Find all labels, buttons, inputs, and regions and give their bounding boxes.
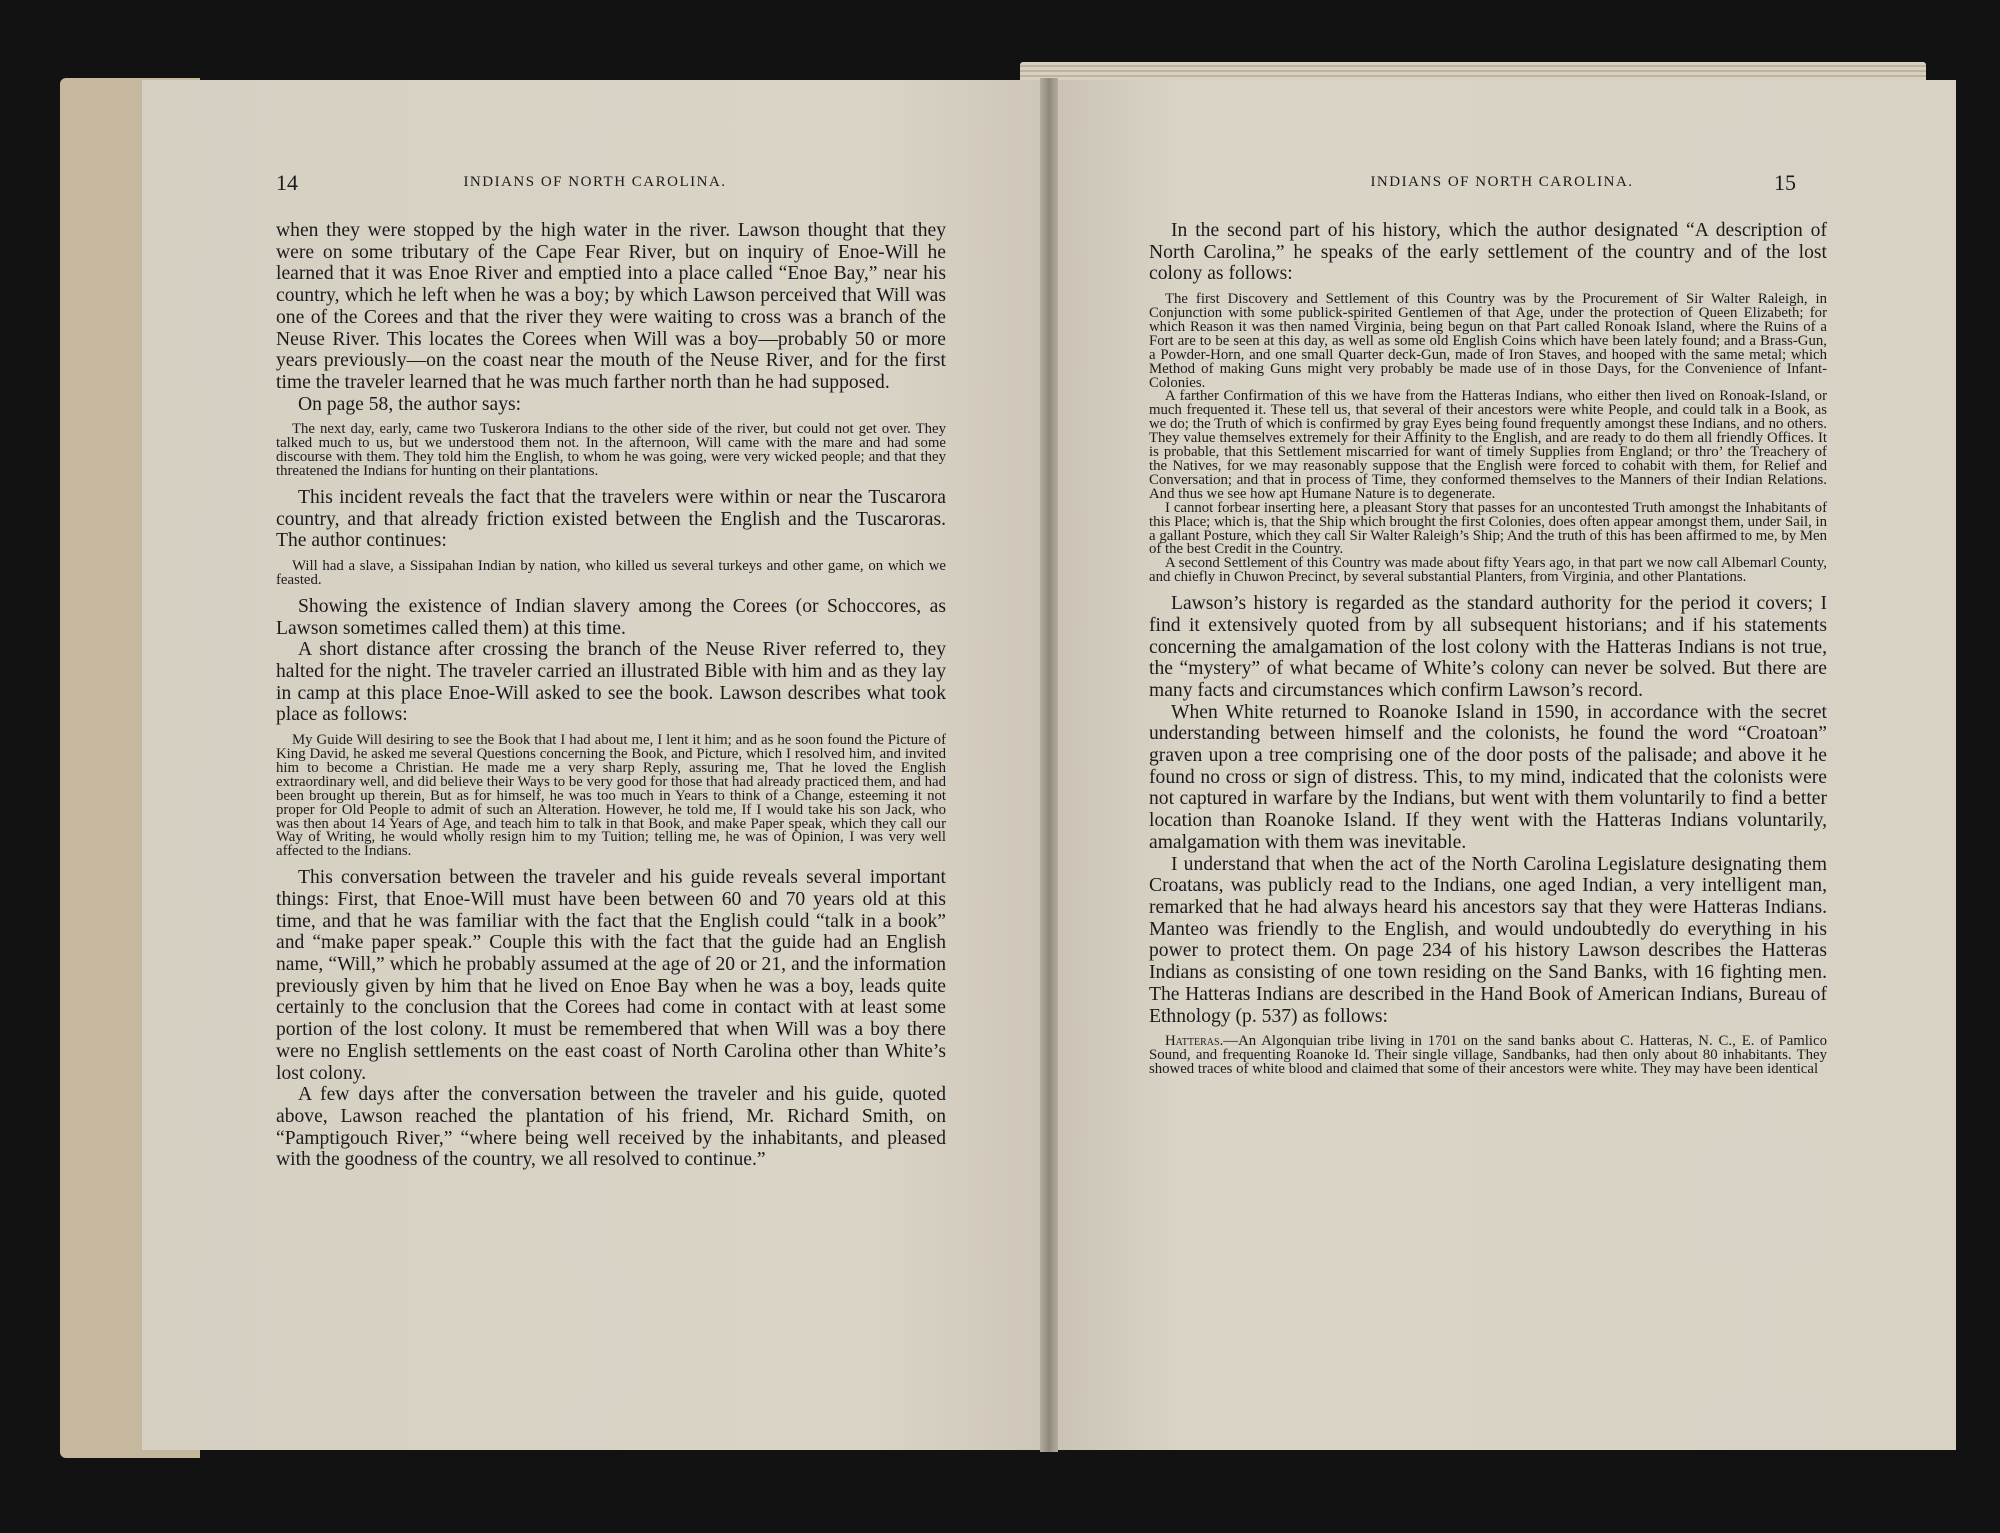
page-number: 14: [276, 170, 298, 195]
quote-paragraph: Will had a slave, a Sissipahan Indian by nation, who killed us several turkeys and other game, on which we feasted.: [276, 558, 946, 588]
paragraph: A short distance after crossing the branch of the Neuse River referred to, they halted for the night. The traveler carried an illustrated Bible with him and as they lay in camp at this place Enoe-Will asked to see the book. Lawson describes what took place as follows:: [276, 639, 946, 726]
paragraph: A few days after the conversation between the traveler and his guide, quoted above, Lawson reached the plantation of his friend, Mr. Richard Smith, on “Pamptigouch River,” “where being well received by the inhabitants, and pleased with the goodness of the country, we all resolved to continue.”: [276, 1084, 946, 1171]
quote-paragraph: A second Settlement of this Country was made about fifty Years ago, in that part we now call Albemarl County, and chiefly in Chuwon Precinct, by several substantial Planters, from Virginia, and other Plantations.: [1149, 555, 1827, 586]
quote-paragraph: The first Discovery and Settlement of this Country was by the Procurement of Sir Walter Raleigh, in Conjunction with some publick-spirited Gentlemen of that Age, under the protection of Queen Elizabeth; for which Reason it was then named Virginia, being begun on that Part called Ronoak Island, where the Ruins of a Fort are to be seen at this day, as well as some old English Coins which have been lately found; and a Brass-Gun, a Powder-Horn, and one small Quarter deck-Gun, made of Iron Staves, and hooped with the same metal; which Method of making Guns might very probably be made use of in those Days, for the Convenience of Infant-Colonies.: [1149, 291, 1827, 391]
quote-paragraph: My Guide Will desiring to see the Book that I had about me, I lent it him; and as he soon found the Picture of King David, he asked me several Questions concerning the Book, and Picture, which I resolved him, and invited him to become a Christian. He made me a very sharp Reply, assuring me, That he loved the English extraordinary well, and did believe their Ways to be very good for those that had already practiced them, and had been brought up therein, But as for himself, he was too much in Years to think of a Change, esteeming it not proper for Old People to admit of such an Alteration. However, he told me, If I would take his son Jack, who was then about 14 Years of Age, and teach him to talk in that Book, and make Paper speak, which they call our Way of Writing, he would wholly resign him to my Tuition; telling me, he was of Opinion, I was very well affected to the Indians.: [276, 732, 946, 860]
right-text-block: [1149, 220, 1827, 1085]
quote-paragraph: The next day, early, came two Tuskerora Indians to the other side of the river, but could not get over. They talked much to us, but we understood them not. In the afternoon, Will came with the mare and had some discourse with them. They told him the English, to whom he was going, were very wicked people; and that they threatened the Indians for hunting on their plantations.: [276, 421, 946, 480]
page-number: 15: [1774, 170, 1796, 195]
block-quote: [276, 423, 946, 479]
quote-paragraph: A farther Confirmation of this we have from the Hatteras Indians, who either then lived on Ronoak-Island, or much frequented it. These tell us, that several of their ancestors were white People, and could talk in a Book, as we do; the Truth of which is confirmed by gray Eyes being found frequently amongst these Indians, and no others. They value themselves extremely for their Affinity to the English, and are ready to do them all friendly Offices. It is probable, that this Settlement miscarried for want of timely Supplies from England; or thro’ the Treachery of the Natives, for we may reasonably suppose that the English were forced to cohabit with them, for Relief and Conversation; and that in process of Time, they conformed themselves to the Manners of their Indian Relations. And thus we see how apt Humane Nature is to degenerate.: [1149, 388, 1827, 502]
book-gutter: [1040, 78, 1058, 1452]
paragraph: Showing the existence of Indian slavery among the Corees (or Schoccores, as Lawson sometimes called them) at this time.: [276, 595, 946, 639]
block-quote: [276, 734, 946, 859]
paragraph: When White returned to Roanoke Island in 1590, in accordance with the secret understanding between himself and the colonists, he found the word “Croatoan” graven upon a tree comprising one of the door posts of the palisade; and above it he found no cross or sign of distress. This, to my mind, indicated that the colonists were not captured in warfare by the Indians, but went with them voluntarily to find a better location than Roanoke Island. If they went with the Hatteras Indians voluntarily, amalgamation with them was inevitable.: [1149, 701, 1827, 853]
running-head: INDIANS OF NORTH CAROLINA.: [463, 174, 727, 190]
quote-paragraph: I cannot forbear inserting here, a pleasant Story that passes for an uncontested Truth amongst the Inhabitants of this Place; which is, that the Ship which brought the first Colonies, does often appear amongst them, under Sail, in a gallant Posture, which they call Sir Walter Raleigh’s Ship; And the truth of this has been affirmed to me, by Men of the best Credit in the Country.: [1149, 499, 1827, 558]
paragraph: This incident reveals the fact that the travelers were within or near the Tuscarora country, and that already friction existed between the English and the Tuscaroras. The author continues:: [276, 486, 946, 552]
block-quote: [276, 560, 946, 588]
left-page: [142, 80, 1048, 1450]
right-page: [1048, 80, 1956, 1450]
left-text-block: [276, 220, 946, 1171]
paragraph: In the second part of his history, which the author designated “A description of North Carolina,” he speaks of the early settlement of the country and of the lost colony as follows:: [1149, 220, 1827, 285]
block-quote: [1149, 293, 1827, 585]
quote-lead-term: Hatteras.: [1165, 1033, 1224, 1050]
paragraph: Lawson’s history is regarded as the standard authority for the period it covers; I find it extensively quoted from by all subsequent historians; and if his statements concerning the amalgamation of the lost colony with the Hatteras Indians is not true, the “mystery” of what became of White’s colony can never be solved. But there are many facts and circumstances which confirm Lawson’s record.: [1149, 593, 1827, 701]
running-head: INDIANS OF NORTH CAROLINA.: [1370, 174, 1634, 190]
paragraph: when they were stopped by the high water in the river. Lawson thought that they were on some tributary of the Cape Fear River, but on inquiry of Enoe-Will he learned that it was Enoe River and emptied into a place called “Enoe Bay,” near his country, which he left when he was a boy; by which Lawson perceived that Will was one of the Corees and that the river they were waiting to cross was a branch of the Neuse River. This locates the Corees when Will was a boy—probably 50 or more years previously—on the coast near the mouth of the Neuse River, and for the first time the traveler learned that he was much farther north than he had supposed.: [276, 220, 946, 393]
paragraph: I understand that when the act of the North Carolina Legislature designating them Croatans, was publicly read to the Indians, one aged Indian, a very intelligent man, remarked that he had always heard his ancestors say that they were Hatteras Indians. Manteo was friendly to the English, and would undoubtedly do everything in his power to protect them. On page 234 of his history Lawson describes the Hatteras Indians as consisting of one town residing on the Sand Banks, with 16 fighting men. The Hatteras Indians are described in the Hand Book of American Indians, Bureau of Ethnology (p. 537) as follows:: [1149, 853, 1827, 1027]
paragraph: On page 58, the author says:: [298, 393, 522, 415]
block-quote: [1149, 1035, 1827, 1077]
quote-text: —An Algonquian tribe living in 1701 on the sand banks about C. Hatteras, N. C., E. of Pamlico Sound, and frequenting Roanoke Id. Their single village, Sandbanks, had then only about 80 inhabitants. They showed traces of white blood and claimed that some of their ancestors were white. They may have been identical: [1149, 1033, 1827, 1078]
paragraph: This conversation between the traveler and his guide reveals several important things: First, that Enoe-Will must have been between 60 and 70 years old at this time, and that he was familiar with the fact that the English could “talk in a book” and “make paper speak.” Couple this with the fact that the guide had an English name, “Will,” which he probably assumed at the age of 20 or 21, and the information previously given by him that he lived on Enoe Bay when he was a boy, leads quite certainly to the conclusion that the Corees had come in contact with at least some portion of the lost colony. It must be remembered that when Will was a boy there were no English settlements on the east coast of North Carolina other than White’s lost colony.: [276, 867, 946, 1084]
quote-paragraph: [1149, 1035, 1827, 1077]
